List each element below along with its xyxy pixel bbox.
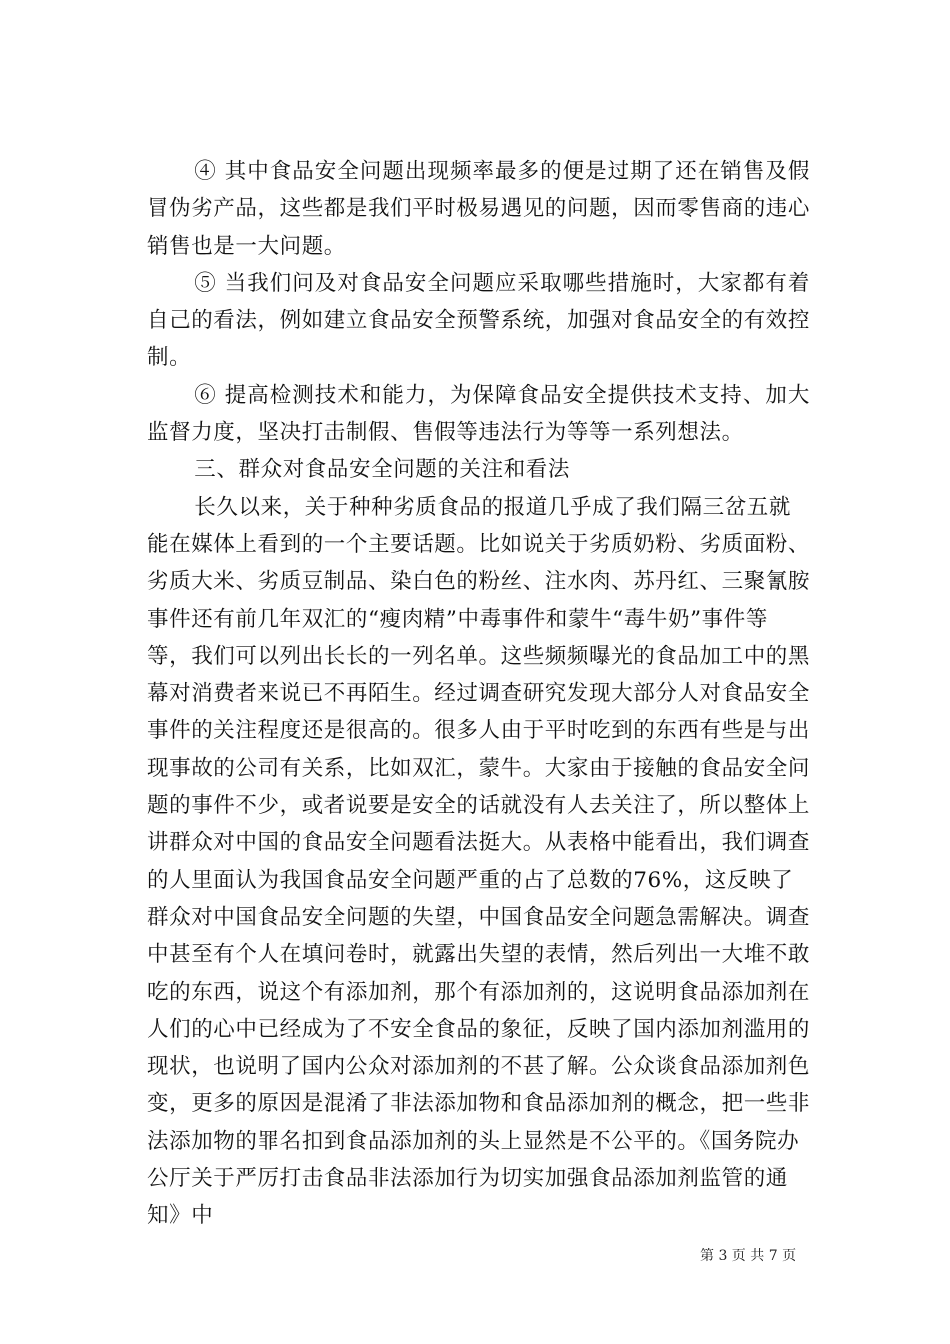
body-text — [147, 153, 810, 1235]
paragraph-item-4: ④ 其中食品安全问题出现频率最多的便是过期了还在销售及假冒伪劣产品，这些都是我们平时极易遇见的问题，因而零售商的违心销售也是一大问题。 — [147, 159, 811, 259]
paragraph-item-5: ⑤ 当我们问及对食品安全问题应采取哪些措施时，大家都有着自己的看法，例如建立食品安全预警系统，加强对食品安全的有效控制。 — [147, 270, 811, 371]
section-heading: 三、群众对食品安全问题的关注和看法 — [194, 457, 570, 483]
paragraph-item-6: ⑥ 提高检测技术和能力，为保障食品安全提供技术支持、加大监督力度，坚决打击制假、售假等违法行为等等一系列想法。 — [147, 382, 810, 446]
page-number: 第 3 页 共 7 页 — [700, 1248, 797, 1264]
paragraph-public-concern: 长久以来，关于种种劣质食品的报道几乎成了我们隔三岔五就能在媒体上看到的一个主要话题。比如说关于劣质奶粉、劣质面粉、劣质大米、劣质豆制品、染白色的粉丝、注水肉、苏丹红、三聚氰胺事件还有前几年双汇的“瘦肉精”中毒事件和蒙牛“毒牛奶”事件等等，我们可以列出长长的一列名单。这些频频曝光的食品加工中的黑幕对消费者来说已不再陌生。经过调查研究发现大部分人对食品安全事件的关注程度还是很高的。很多人由于平时吃到的东西有些是与出现事故的公司有关系，比如双汇，蒙牛。大家由于接触的食品安全问题的事件不少，或者说要是安全的话就没有人去关注了，所以整体上讲群众对中国的食品安全问题看法挺大。从表格中能看出，我们调查的人里面认为我国食品安全问题严重的占了总数的76%，这反映了群众对中国食品安全问题的失望，中国食品安全问题急需解决。调查中甚至有个人在填问卷时，就露出失望的表情，然后列出一大堆不敢吃的东西，说这个有添加剂，那个有添加剂的，这说明食品添加剂在人们的心中已经成为了不安全食品的象征，反映了国内添加剂滥用的现状，也说明了国内公众对添加剂的不甚了解。公众谈食品添加剂色变，更多的原因是混淆了非法添加物和食品添加剂的概念，把一些非法添加物的罪名扣到食品添加剂的头上显然是不公平的。《国务院办公厅关于严厉打击食品非法添加行为切实加强食品添加剂监管的通知》中 — [147, 494, 811, 1229]
